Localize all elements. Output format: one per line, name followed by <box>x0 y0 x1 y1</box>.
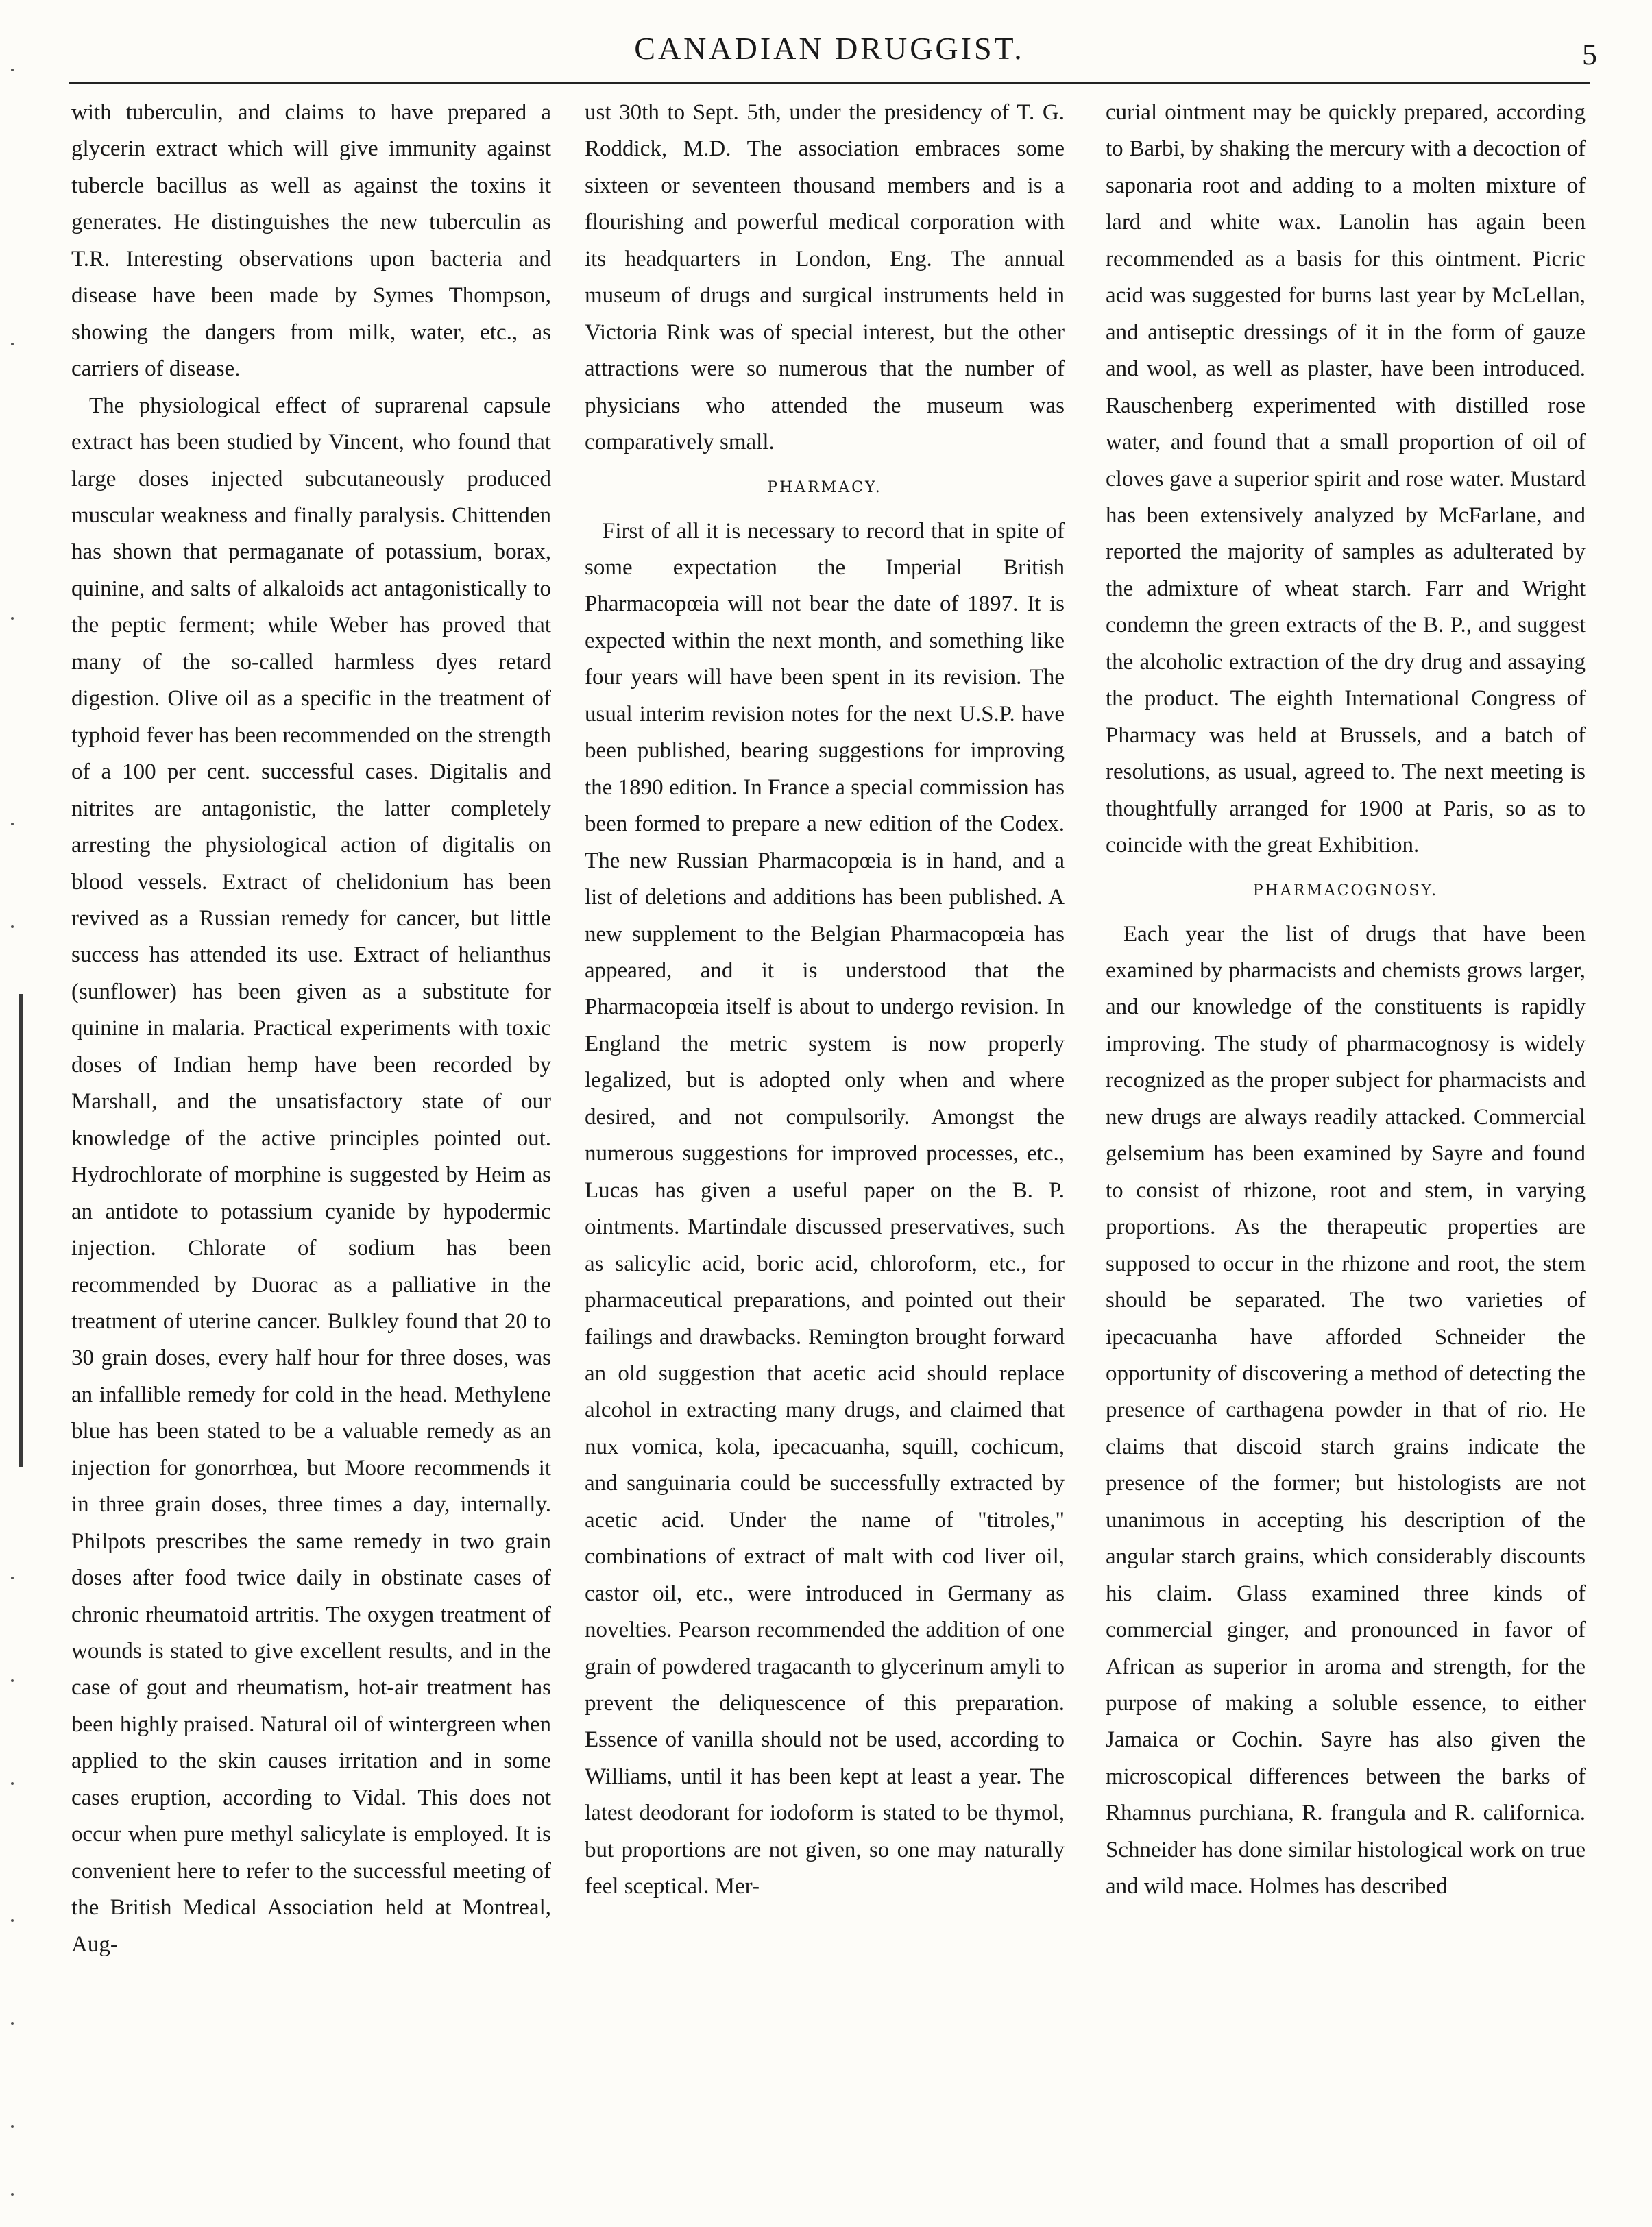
paragraph: Each year the list of drugs that have been examined by pharmacists and chemists grows larger, and our knowledge of the constituents is rapidly improving. The study of pharmacognosy is widely recognized as the proper subject for pharmacists and new drugs are always readily attacked. Commercial gelsemium has been examined by Sayre and found to consist of rhizone, root and stem, in varying proportions. As the therapeutic properties are supposed to occur in the rhizone and root, the stem should be separated. The two varieties of ipecacuanha have afforded Schneider the opportunity of discovering a method of detecting the presence of carthagena powder in that of rio. He claims that discoid starch grains indicate the presence of the former; but histologists are not unanimous in accepting his description of the angular starch grains, which considerably discounts his claim. Glass examined three kinds of commercial ginger, and pronounced in favor of African as superior in aroma and strength, for the purpose of making a soluble essence, to either Jamaica or Cochin. Sayre has also given the microscopical differences between the barks of Rhamnus purchiana, R. frangula and R. californica. Schneider has done similar histological work on true and wild mace. Holmes has described <box>1106 921 1586 1899</box>
running-title: CANADIAN DRUGGIST. <box>634 31 1025 66</box>
paragraph: curial ointment may be quickly prepared, according to Barbi, by shaking the mercury with a decoction of saponaria root and adding to a molten mixture of lard and white wax. Lanolin has again been recommended as a basis for this ointment. Picric acid was suggested for burns last year by McLellan, and antiseptic dressings of it in the form of gauze and wool, as well as plaster, have been introduced. Rauschenberg experimented with distilled rose water, and found that a small proportion of oil of cloves gave a superior spirit and rose water. Mustard has been extensively analyzed by McFarlane, and reported the majority of samples as adulterated by the admixture of wheat starch. Farr and Wright condemn the green extracts of the B. P., and suggest the alcoholic extraction of the dry drug and assaying the product. The eighth International Congress of Pharmacy was held at Brussels, and a batch of resolutions, as usual, agreed to. The next meeting is thoughtfully arranged for 1900 at Paris, so as to coincide with the great Exhibition. <box>1106 100 1586 858</box>
page-number: 5 <box>1582 38 1597 71</box>
section-heading-pharmacognosy: PHARMACOGNOSY. <box>1252 881 1439 899</box>
column-right <box>1106 95 1586 1906</box>
paragraph: ust 30th to Sept. 5th, under the presidency of T. G. Roddick, M.D. The association embraces some sixteen or seventeen thousand members and is a flourishing and powerful medical corporation with its headquarters in London, Eng. The annual museum of drugs and surgical instruments held in Victoria Rink was of special interest, but the other attractions were so numerous that the number of physicians who attended the museum was comparatively small. <box>585 100 1065 455</box>
section-heading-pharmacy: PHARMACY. <box>767 478 882 496</box>
scan-edge-streak <box>19 994 23 1467</box>
paragraph: First of all it is necessary to record that in spite of some expectation the Imperial British Pharmacopœia will not bear the date of 1897. It is expected within the next month, and something like four years will have been spent in its revision. The usual interim revision notes for the next U.S.P. have been published, bearing suggestions for improving the 1890 edition. In France a special commission has been formed to prepare a new edition of the Codex. The new Russian Pharmacopœia is in hand, and a list of deletions and additions has been published. A new supplement to the Belgian Pharmacopœia has appeared, and it is understood that the Pharmacopœia itself is about to undergo revision. In England the metric system is now properly legalized, but is adopted only when and where desired, and not compulsorily. Amongst the numerous suggestions for improved processes, etc., Lucas has given a useful paper on the B. P. ointments. Martindale discussed preservatives, such as salicylic acid, boric acid, chloroform, etc., for pharmaceutical preparations, and pointed out their failings and drawbacks. Remington brought forward an old suggestion that acetic acid should replace alcohol in extracting many drugs, and claimed that nux vomica, kola, ipecacuanha, squill, cochicum, and sanguinaria could be successfully extracted by acetic acid. Under the name of "titroles," combinations of extract of malt with cod liver oil, castor oil, etc., were introduced in Germany as novelties. Pearson recommended the addition of one grain of powdered tragacanth to glycerinum amyli to prevent the deliquescence of this preparation. Essence of vanilla should not be used, according to Williams, until it has been kept at least a year. The latest deodorant for iodoform is stated to be thymol, but proportions are not given, so one may naturally feel sceptical. Mer- <box>585 518 1065 1899</box>
page-header <box>69 27 1597 84</box>
column-middle <box>585 95 1065 1906</box>
paragraph: The physiological effect of suprarenal capsule extract has been studied by Vincent, who found that large doses injected subcutaneously produced muscular weakness and finally paralysis. Chittenden has shown that permaganate of potassium, borax, quinine, and salts of alkaloids act antagonistically to the peptic ferment; while Weber has proved that many of the so-called harmless dyes retard digestion. Olive oil as a specific in the treatment of typhoid fever has been recommended on the strength of a 100 per cent. successful cases. Digitalis and nitrites are antagonistic, the latter completely arresting the physiological action of digitalis on blood vessels. Extract of chelidonium has been revived as a Russian remedy for cancer, but little success has attended its use. Extract of helianthus (sunflower) has been given as a substitute for quinine in malaria. Practical experiments with toxic doses of Indian hemp have been recorded by Marshall, and the unsatisfactory state of our knowledge of the active principles pointed out. Hydrochlorate of morphine is suggested by Heim as an antidote to potassium cyanide by hypodermic injection. Chlorate of sodium has been recommended by Duorac as a palliative in the treatment of uterine cancer. Bulkley found that 20 to 30 grain doses, every half hour for three doses, was an infallible remedy for cold in the head. Methylene blue has been stated to be a valuable remedy as an injection for gonorrhœa, but Moore recommends it in three grain doses, three times a day, internally. Philpots prescribes the same remedy in two grain doses after food twice daily in obstinate cases of chronic rheumatoid artritis. The oxygen treatment of wounds is stated to give excellent results, and in the case of gout and rheumatism, hot-air treatment has been highly praised. Natural oil of wintergreen when applied to the skin causes irritation and in some cases eruption, according to Vidal. This does not occur when pure methyl salicylate is employed. It is convenient here to refer to the successful meeting of the British Medical Association held at Montreal, Aug- <box>71 393 551 1957</box>
column-left <box>71 95 551 1963</box>
paragraph: with tuberculin, and claims to have prepared a glycerin extract which will give immunity against tubercle bacillus as well as against the toxins it generates. He distinguishes the new tuberculin as T.R. Interesting observations upon bacteria and disease have been made by Symes Thompson, showing the dangers from milk, water, etc., as carriers of disease. <box>71 100 551 382</box>
scan-margin-marks <box>4 69 32 2193</box>
